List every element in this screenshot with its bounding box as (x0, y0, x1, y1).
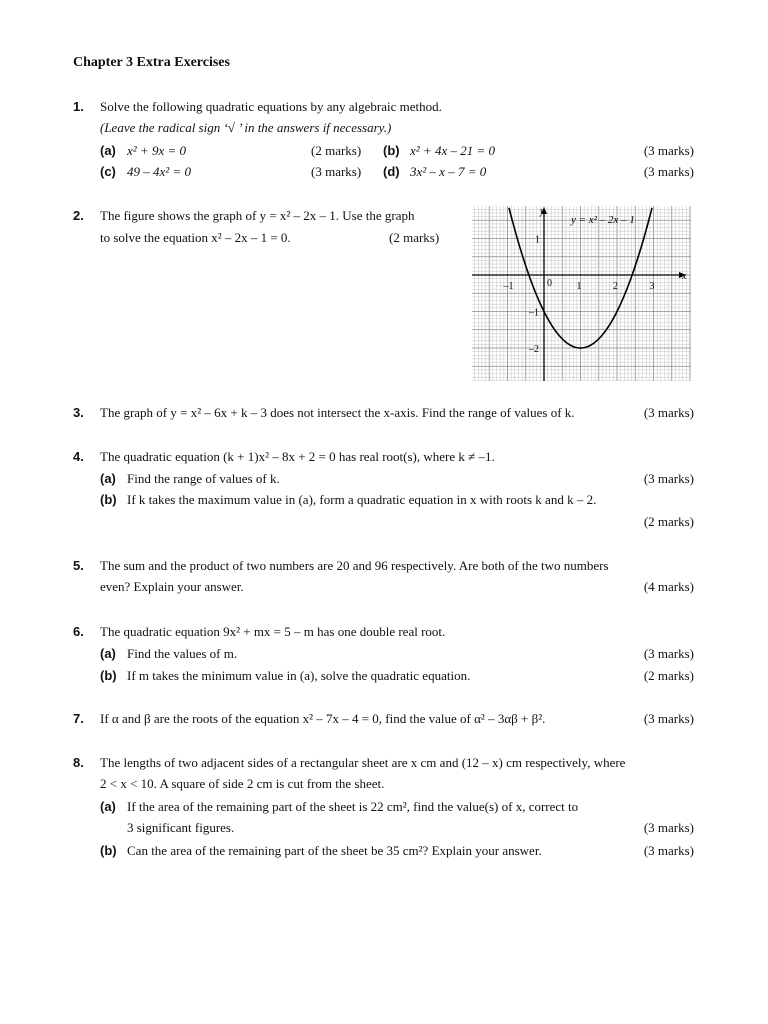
question-2-marks: (2 marks) (389, 230, 440, 245)
question-6-stem: The quadratic equation 9x² + mx = 5 – m has one double real root. (100, 624, 446, 639)
question-3-number: 3. (73, 405, 84, 420)
part-label: (a) (100, 799, 116, 814)
equation: 3x² – x – 7 = 0 (410, 164, 487, 179)
question-8-line-2: 2 < x < 10. A square of side 2 cm is cut from the sheet. (100, 776, 385, 791)
question-1a (100, 143, 186, 159)
question-7-text: If α and β are the roots of the equation x² – 7x – 4 = 0, find the value of α² – 3αβ + β². (100, 711, 546, 726)
question-8a (100, 799, 578, 815)
question-6-number: 6. (73, 624, 84, 639)
question-5-number: 5. (73, 558, 84, 573)
part-label: (d) (383, 164, 400, 179)
x-axis-label: x (682, 271, 687, 282)
question-4a-marks: (3 marks) (643, 471, 694, 486)
question-3-marks: (3 marks) (643, 405, 694, 420)
question-4-stem: The quadratic equation (k + 1)x² – 8x + 2 = 0 has real root(s), where k ≠ –1. (100, 449, 495, 464)
question-5-line-1: The sum and the product of two numbers are 20 and 96 respectively. Are both of the two numbers (100, 558, 609, 573)
question-1a-marks: (2 marks) (311, 143, 362, 158)
question-8-number: 8. (73, 755, 84, 770)
question-6a (100, 646, 237, 662)
part-label: (b) (100, 668, 117, 683)
part-text: Can the area of the remaining part of the sheet be 35 cm²? Explain your answer. (127, 843, 542, 858)
question-2-line-1: The figure shows the graph of y = x² – 2x – 1. Use the graph (100, 208, 415, 223)
part-label: (b) (383, 143, 400, 158)
question-1d-marks: (3 marks) (643, 164, 694, 179)
x-tick-label: 2 (613, 281, 618, 292)
x-tick-label: 1 (576, 281, 582, 292)
question-4-number: 4. (73, 449, 84, 464)
part-label: (b) (100, 843, 117, 858)
question-8a-line-2: 3 significant figures. (127, 820, 235, 835)
question-1b (383, 143, 495, 159)
part-text: If m takes the minimum value in (a), solve the quadratic equation. (127, 668, 471, 683)
question-6b-marks: (2 marks) (643, 668, 694, 683)
graph-axes (472, 207, 686, 381)
question-2-number: 2. (73, 208, 84, 223)
page-title: Chapter 3 Extra Exercises (73, 55, 230, 70)
question-4a (100, 471, 280, 487)
question-5-line-2: even? Explain your answer. (100, 579, 244, 594)
question-6a-marks: (3 marks) (643, 646, 694, 661)
question-4b (100, 492, 596, 508)
part-label: (b) (100, 492, 117, 507)
question-7-number: 7. (73, 711, 84, 726)
graph-grid (472, 206, 691, 381)
equation: x² + 9x = 0 (127, 143, 186, 158)
question-6b (100, 668, 470, 684)
y-axis-label: y (540, 206, 545, 217)
question-5-marks: (4 marks) (643, 579, 694, 594)
question-4b-marks: (2 marks) (643, 514, 694, 529)
y-tick-label: 1 (535, 234, 540, 246)
question-8a-marks: (3 marks) (643, 820, 694, 835)
equation: 49 – 4x² = 0 (127, 164, 191, 179)
question-8-line-1: The lengths of two adjacent sides of a rectangular sheet are x cm and (12 – x) cm respectively, where (100, 755, 626, 770)
question-8b-marks: (3 marks) (643, 843, 694, 858)
quadratic-graph (472, 206, 691, 381)
question-8b (100, 843, 542, 859)
y-tick-label: –1 (529, 307, 539, 319)
question-2-line-2: to solve the equation x² – 2x – 1 = 0. (100, 230, 291, 245)
x-tick-label: 3 (649, 281, 655, 292)
question-1-note: (Leave the radical sign ‘√ ’ in the answers if necessary.) (100, 120, 392, 135)
part-label: (a) (100, 471, 116, 486)
equation: x² + 4x – 21 = 0 (410, 143, 495, 158)
question-1d (383, 164, 486, 180)
question-1-number: 1. (73, 99, 84, 114)
curve-label: y = x² – 2x – 1 (571, 214, 635, 226)
part-text: Find the values of m. (127, 646, 238, 661)
question-1-stem: Solve the following quadratic equations by any algebraic method. (100, 99, 442, 114)
x-tick-label: 0 (547, 278, 552, 289)
question-3-text: The graph of y = x² – 6x + k – 3 does not intersect the x-axis. Find the range of values of k. (100, 405, 575, 420)
x-tick-label: –1 (503, 281, 514, 292)
part-label: (a) (100, 143, 116, 158)
part-label: (a) (100, 646, 116, 661)
part-text: Find the range of values of k. (127, 471, 280, 486)
part-label: (c) (100, 164, 116, 179)
question-7-marks: (3 marks) (643, 711, 694, 726)
part-text: If the area of the remaining part of the sheet is 22 cm², find the value(s) of x, correct to (127, 799, 579, 814)
question-1b-marks: (3 marks) (643, 143, 694, 158)
y-tick-label: –2 (529, 344, 539, 355)
question-1c (100, 164, 191, 180)
question-1c-marks: (3 marks) (311, 164, 362, 179)
part-text: If k takes the maximum value in (a), form a quadratic equation in x with roots k and k – 2. (127, 492, 597, 507)
